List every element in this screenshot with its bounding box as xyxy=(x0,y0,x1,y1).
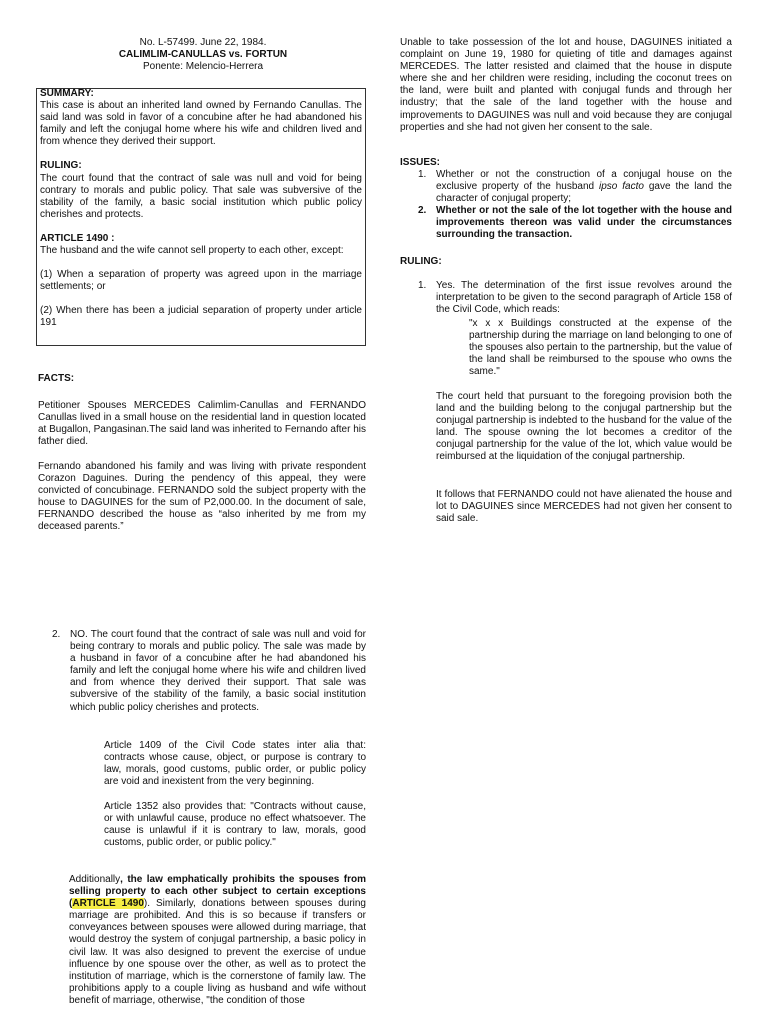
ruling-1-text: Yes. The determination of the first issue revolves around the interpretation to be given to the second paragraph of Article 158 of the Civil Code, which reads: xyxy=(436,280,732,316)
ruling-2-text: NO. The court found that the contract of sale was null and void for being contrary to morals and public policy. The sale was made by a husband in favor of a concubine after he had abandoned his family and left the conjugal home where his wife and children lived and from whence they derived their support. That sale was subversive of the stability of the family, a basic social institution which public policy cherishes and protects. xyxy=(70,629,366,713)
additionally-lead: Additionally xyxy=(69,874,121,885)
ruling-label-main: RULING: xyxy=(400,256,442,267)
exception-1: (1) When a separation of property was agreed upon in the marriage settlements; or xyxy=(40,269,362,293)
case-number: No. L-57499. June 22, 1984. xyxy=(139,37,267,48)
summary-box xyxy=(36,88,366,346)
article-1490-highlight: ARTICLE 1490 xyxy=(72,898,144,910)
issue-item-2 xyxy=(418,205,732,241)
additionally-rest: ). Similarly, donations between spouses during marriage are prohibited. And this is so because if transfers or conveyances between spouses were allowed during marriage, that would destroy the system of conjugal partnership, a basic policy in civil law. It was also designed to prevent the exercise of undue influence by one spouse over the other, as well as to protect the institution of marriage, which is the cornerstone of family law. The prohibitions apply to a couple living as husband and wife without benefit of marriage, otherwise, "the condition of those xyxy=(69,898,366,1006)
summary-label: SUMMARY: xyxy=(40,88,94,99)
issue-text-end: gave the land the character of conjugal property; xyxy=(436,181,732,205)
issue-italic: ipso facto xyxy=(599,181,644,193)
exception-2: (2) When there has been a judicial separation of property under article 191 xyxy=(40,305,362,329)
ruling-item-2 xyxy=(52,629,366,714)
ruling-text: The court found that the contract of sale was null and void for being contrary to morals and public policy. That sale was subversive of the stability of the family, a basic social institution which public policy cherishes and protects. xyxy=(40,172,362,220)
summary-text: This case is about an inherited land owned by Fernando Canullas. The said land was sold in favor of a concubine after he had abandoned his family and left the conjugal home where his wife and children lived and from whence they derived their support. xyxy=(40,100,362,148)
additionally-bold: , the law emphatically prohibits the spouses from selling property to each other subject to certain exceptions ( xyxy=(69,874,366,910)
ruling-number: 1. xyxy=(418,280,427,291)
issue-text: Whether or not the sale of the lot together with the house and improvements thereon was valid under the circumstances surrounding the transaction. xyxy=(436,205,732,241)
issues-list xyxy=(418,169,732,242)
issue-number: 2. xyxy=(418,205,427,217)
article-1352-text: Article 1352 also provides that: "Contracts without cause, or with unlawful cause, produce no effect whatsoever. The cause is unlawful if it is contrary to law, morals, good customs, public order, or public policy." xyxy=(104,801,366,849)
ponente: Ponente: Melencio-Herrera xyxy=(142,61,264,73)
ruling-label: RULING: xyxy=(40,160,82,172)
ruling-item-1 xyxy=(418,280,732,316)
issue-text: Whether or not the construction of a conjugal house on the exclusive property of the husband xyxy=(436,169,732,193)
facts-paragraph-3: Unable to take possession of the lot and house, DAGUINES initiated a complaint on June 19, 1980 for quieting of title and damages against MERCEDES. The latter resisted and claimed that the house in dispute where she and her children were residing, including the coconut trees on the land, were built and planted with conjugal funds and through her industry; that the sale of the land together with the house and improvements to DAGUINES was null and void because they are conjugal properties and she had not given her consent to the sale. xyxy=(400,37,732,133)
facts-paragraph-2: Fernando abandoned his family and was living with private respondent Corazon Daguines. During the pendency of this appeal, they were convicted of concubinage. FERNANDO sold the subject property with the house to DAGUINES for the sum of P2,000.00. In the document of sale, FERNANDO described the house as “also inherited by me from my deceased parents.” xyxy=(38,461,366,533)
facts-paragraph-1: Petitioner Spouses MERCEDES Calimlim-Canullas and FERNANDO Canullas lived in a small house on the residential land in question located at Bugallon, Pangasinan.The said land was inherited to Fernando after his father died. xyxy=(38,400,366,448)
issue-item-1 xyxy=(418,169,732,205)
article-text: The husband and the wife cannot sell property to each other, except: xyxy=(40,245,344,257)
case-title: CALIMLIM-CANULLAS vs. FORTUN xyxy=(118,49,288,61)
facts-label: FACTS: xyxy=(38,373,75,384)
ruling-1-paragraph-3: It follows that FERNANDO could not have alienated the house and lot to DAGUINES since MERCEDES had not given her consent to said sale. xyxy=(436,489,732,525)
case-header xyxy=(38,37,368,73)
issues-label: ISSUES: xyxy=(400,157,441,168)
article-label: ARTICLE 1490 : xyxy=(40,232,115,244)
article-1409-text: Article 1409 of the Civil Code states inter alia that: contracts whose cause, object, or purpose is contrary to law, morals, good customs, public order, or public policy are void and inexistent from the very beginning. xyxy=(104,740,366,788)
article-158-quote: "x x x Buildings constructed at the expense of the partnership during the marriage on land belonging to one of the spouses also pertain to the partnership, but the value of the land shall be reimbursed to the spouse who owns the same." xyxy=(469,318,732,378)
ruling-number: 2. xyxy=(52,629,61,640)
ruling-2-additionally xyxy=(69,874,366,1007)
ruling-1-paragraph-2: The court held that pursuant to the foregoing provision both the land and the building belong to the conjugal partnership but the conjugal partnership is indebted to the husband for the value of the land. The spouse owning the lot becomes a creditor of the conjugal partnership for the value of the lot, which value would be reimbursed at the liquidation of the conjugal partnership. xyxy=(436,391,732,463)
issue-number: 1. xyxy=(418,169,427,180)
